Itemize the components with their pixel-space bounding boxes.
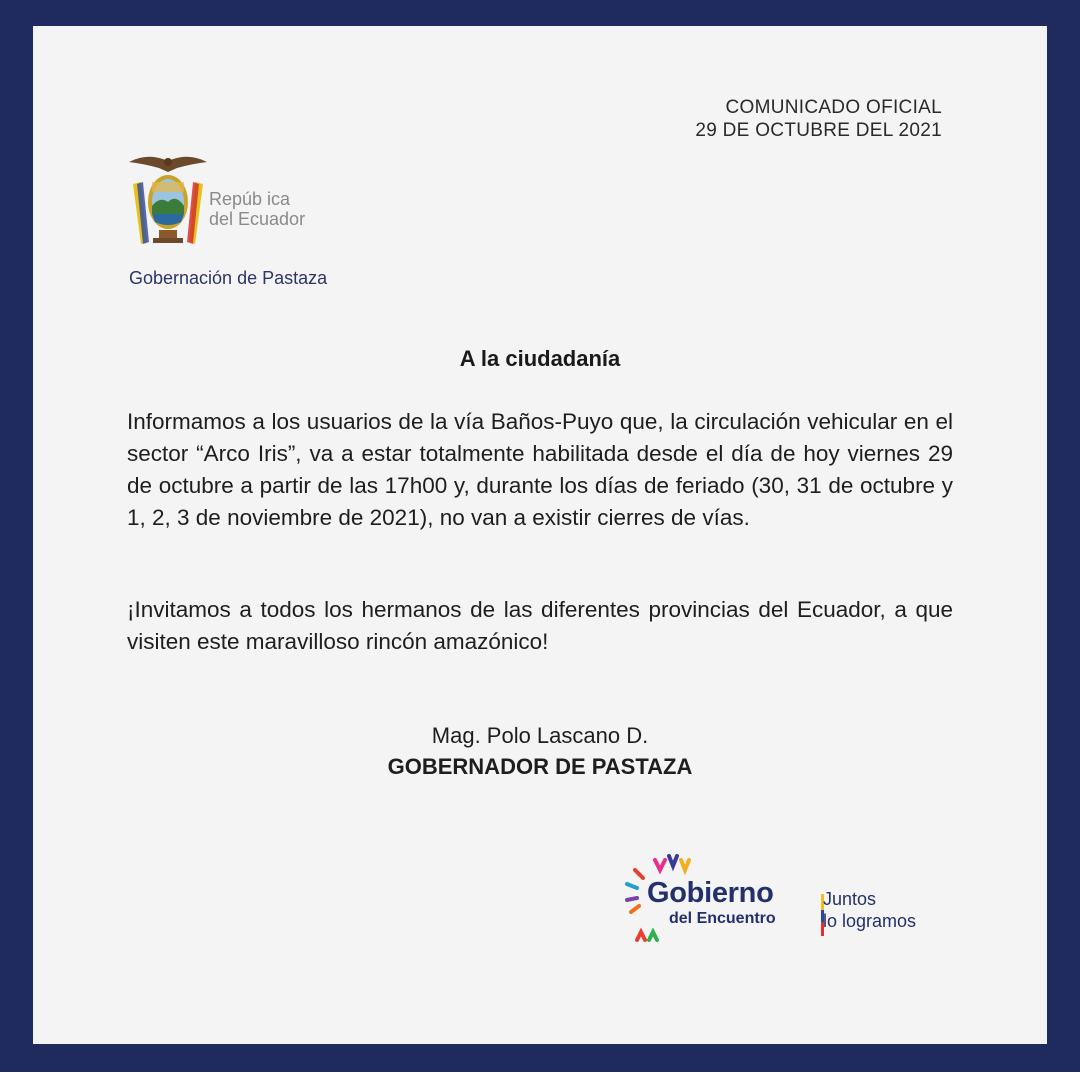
- body-paragraph-2: ¡Invitamos a todos los hermanos de las diferentes provincias del Ecuador, a que visiten este maravilloso rincón amazónico!: [127, 597, 953, 654]
- document-sheet: [33, 26, 1047, 1044]
- slogan: [823, 888, 916, 932]
- body-paragraph-1: Informamos a los usuarios de la vía Baños-Puyo que, la circulación vehicular en el sector “Arco Iris”, va a estar totalmente habilitada desde el día de hoy viernes 29 de octubre a partir de las 17h00 y, durante los días de feriado (30, 31 de octubre y 1, 2, 3 de noviembre de 2021), no van a existir cierres de vías.: [127, 409, 953, 530]
- signer-name: Mag. Polo Lascano D.: [431, 723, 649, 748]
- gobierno-subtitle: del Encuentro: [669, 910, 776, 927]
- greeting-heading: A la ciudadanía: [459, 346, 621, 371]
- republic-wordmark: [209, 189, 305, 229]
- slogan-line2: lo logramos: [823, 911, 917, 931]
- gobierno-wordmark: Gobierno: [647, 877, 774, 909]
- slogan-line1: Juntos: [823, 889, 877, 909]
- document-header: [695, 96, 942, 142]
- header-title: COMUNICADO OFICIAL: [725, 97, 942, 118]
- signer-title: GOBERNADOR DE PASTAZA: [387, 754, 693, 779]
- ecuador-coat-of-arms-icon: [123, 152, 213, 248]
- republic-line2: del Ecuador: [209, 209, 306, 229]
- header-date: 29 DE OCTUBRE DEL 2021: [695, 120, 942, 141]
- office-name: Gobernación de Pastaza: [129, 268, 328, 288]
- republic-line1: Repúb ica: [209, 189, 291, 209]
